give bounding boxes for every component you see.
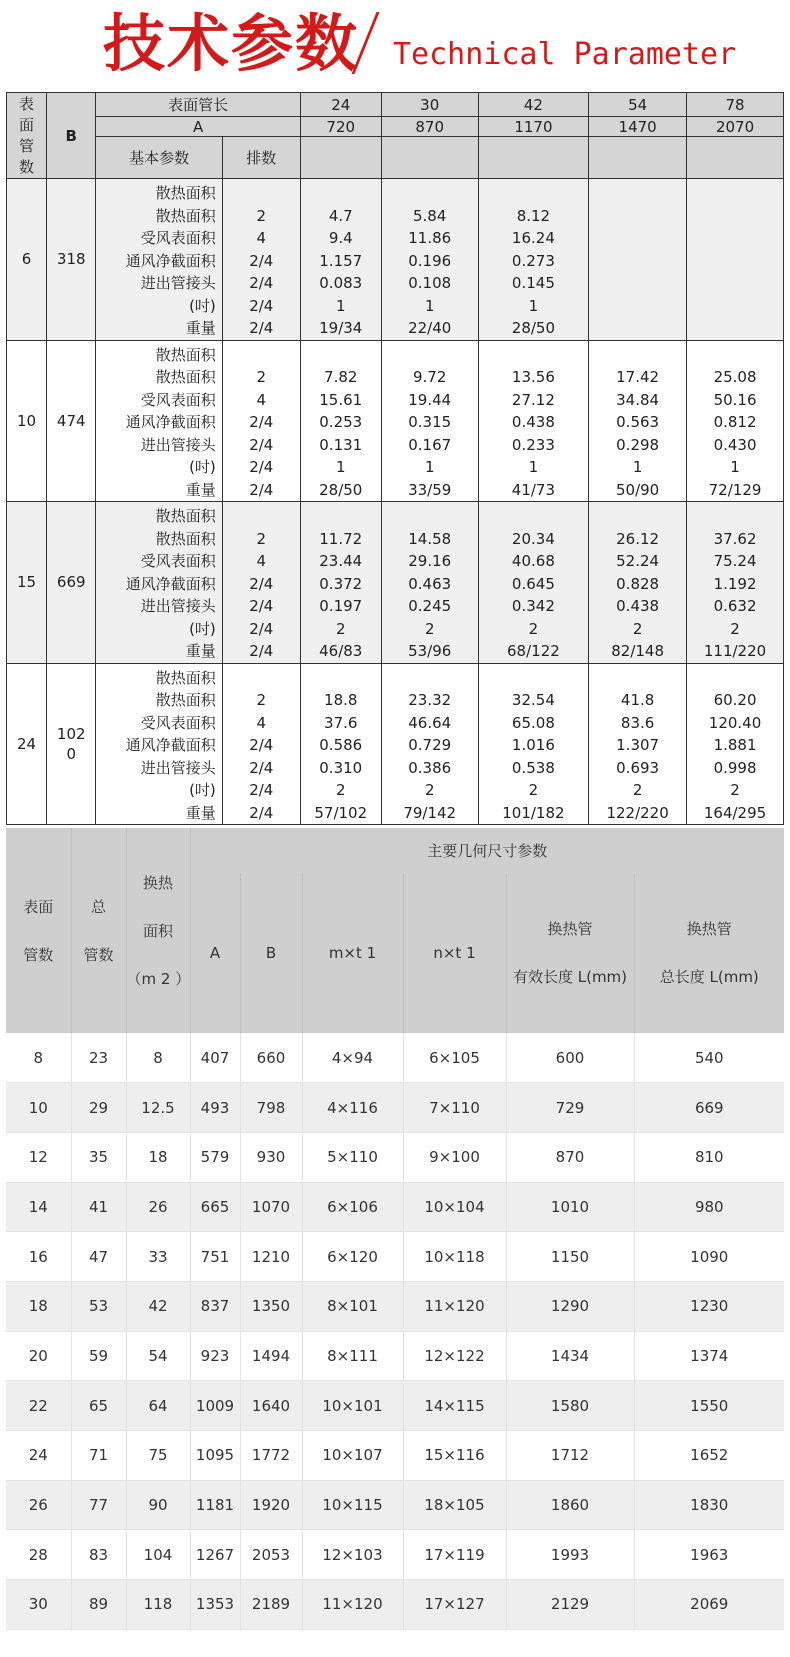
table-cell: 870 — [506, 1132, 634, 1182]
value-column: 7.82 15.61 0.253 0.131 1 28/50 — [300, 340, 381, 502]
value-column — [687, 179, 784, 341]
value-column: 17.42 34.84 0.563 0.298 1 50/90 — [589, 340, 687, 502]
table-cell: 1150 — [506, 1232, 634, 1282]
table-cell: 14×115 — [403, 1381, 506, 1431]
technical-parameter-table — [6, 92, 784, 825]
param-group-row — [7, 179, 784, 341]
table-cell: 1550 — [634, 1381, 784, 1431]
value-column: 23.32 46.64 0.729 0.386 2 79/142 — [381, 663, 478, 825]
col-length-30: 30 — [381, 93, 478, 117]
col-length-42: 42 — [478, 93, 589, 117]
table-cell: 1095 — [190, 1431, 240, 1481]
table-row — [6, 1530, 784, 1580]
table-cell: 33 — [126, 1232, 190, 1282]
table-cell: 29 — [71, 1083, 126, 1133]
table-cell: 90 — [126, 1480, 190, 1530]
rows-header: 排数 — [222, 137, 300, 179]
col-surface-tubes: 表面 管数 — [6, 828, 71, 1033]
table-cell: 53 — [71, 1281, 126, 1331]
col-length-24: 24 — [300, 93, 381, 117]
table-cell: 1920 — [240, 1480, 302, 1530]
table-cell: 923 — [190, 1331, 240, 1381]
table-cell: 1210 — [240, 1232, 302, 1282]
table-cell: 18×105 — [403, 1480, 506, 1530]
table-cell: 18 — [6, 1281, 71, 1331]
table-row — [6, 1580, 784, 1630]
table-cell: 20 — [6, 1331, 71, 1381]
table-cell: 10×107 — [302, 1431, 403, 1481]
col-a-4: 2070 — [687, 117, 784, 137]
table-cell: 30 — [6, 1580, 71, 1630]
table-row — [6, 1083, 784, 1133]
table-cell: 7×110 — [403, 1083, 506, 1133]
value-column: 41.8 83.6 1.307 0.693 2 122/220 — [589, 663, 687, 825]
table-cell: 8 — [6, 1033, 71, 1083]
table-cell: 22 — [6, 1381, 71, 1431]
col-a-3: 1470 — [589, 117, 687, 137]
value-column: 11.72 23.44 0.372 0.197 2 46/83 — [300, 502, 381, 664]
group-surface-tubes: 24 — [7, 663, 47, 825]
table-cell: 1070 — [240, 1182, 302, 1232]
table-cell: 10 — [6, 1083, 71, 1133]
geometry-parameter-table — [6, 828, 784, 1630]
table-cell: 12×103 — [302, 1530, 403, 1580]
value-column: 60.20 120.40 1.881 0.998 2 164/295 — [687, 663, 784, 825]
table-cell: 1830 — [634, 1480, 784, 1530]
col-total-tubes: 总 管数 — [71, 828, 126, 1033]
table-cell: 54 — [126, 1331, 190, 1381]
col-m-t: m×t 1 — [302, 873, 403, 1033]
value-column: 5.84 11.86 0.196 0.108 1 22/40 — [381, 179, 478, 341]
table-cell: 12×122 — [403, 1331, 506, 1381]
table-row — [6, 1033, 784, 1083]
table-cell: 810 — [634, 1132, 784, 1182]
table-cell: 980 — [634, 1182, 784, 1232]
table-cell: 77 — [71, 1480, 126, 1530]
group-surface-tubes: 6 — [7, 179, 47, 341]
table-cell: 59 — [71, 1331, 126, 1381]
table-cell: 1350 — [240, 1281, 302, 1331]
value-column: 20.34 40.68 0.645 0.342 2 68/122 — [478, 502, 589, 664]
col-effective-length: 换热管 有效长度 L(mm) — [506, 873, 634, 1033]
value-column: 37.62 75.24 1.192 0.632 2 111/220 — [687, 502, 784, 664]
table-cell: 83 — [71, 1530, 126, 1580]
table-cell: 11×120 — [403, 1281, 506, 1331]
table-cell: 1580 — [506, 1381, 634, 1431]
table-cell: 8×101 — [302, 1281, 403, 1331]
table-cell: 2069 — [634, 1580, 784, 1630]
param-group-row — [7, 340, 784, 502]
table-cell: 8×111 — [302, 1331, 403, 1381]
value-column: 13.56 27.12 0.438 0.233 1 41/73 — [478, 340, 589, 502]
value-column: 26.12 52.24 0.828 0.438 2 82/148 — [589, 502, 687, 664]
table-cell: 579 — [190, 1132, 240, 1182]
col-heat-area: 换热 面积 （m 2 ） — [126, 828, 190, 1033]
table-cell: 798 — [240, 1083, 302, 1133]
table-cell: 660 — [240, 1033, 302, 1083]
param-labels: 散热面积 散热面积 受风表面积 通风净截面积 进出管接头 (吋) 重量 — [96, 502, 222, 664]
table-cell: 1353 — [190, 1580, 240, 1630]
table-cell: 11×120 — [302, 1580, 403, 1630]
table-cell: 751 — [190, 1232, 240, 1282]
table-cell: 1290 — [506, 1281, 634, 1331]
table-row — [6, 1480, 784, 1530]
col-length-78: 78 — [687, 93, 784, 117]
table-cell: 64 — [126, 1381, 190, 1431]
table-cell: 1494 — [240, 1331, 302, 1381]
table-cell: 6×105 — [403, 1033, 506, 1083]
param-group-row — [7, 663, 784, 825]
table-cell: 1230 — [634, 1281, 784, 1331]
basic-params-header: 基本参数 — [96, 137, 222, 179]
col-a-2: 1170 — [478, 117, 589, 137]
table-cell: 10×118 — [403, 1232, 506, 1282]
table-cell: 1640 — [240, 1381, 302, 1431]
group-b-value: 318 — [47, 179, 96, 341]
table-cell: 493 — [190, 1083, 240, 1133]
table-cell: 10×101 — [302, 1381, 403, 1431]
table-cell: 6×120 — [302, 1232, 403, 1282]
table-cell: 4×116 — [302, 1083, 403, 1133]
row-counts: 2 4 2/4 2/4 2/4 2/4 — [222, 502, 300, 664]
table-cell: 71 — [71, 1431, 126, 1481]
table-cell: 540 — [634, 1033, 784, 1083]
table-cell: 1772 — [240, 1431, 302, 1481]
table-row — [6, 1331, 784, 1381]
value-column: 8.12 16.24 0.273 0.145 1 28/50 — [478, 179, 589, 341]
title-english: Technical Parameter — [393, 37, 737, 72]
value-column: 18.8 37.6 0.586 0.310 2 57/102 — [300, 663, 381, 825]
table-cell: 47 — [71, 1232, 126, 1282]
param-labels: 散热面积 散热面积 受风表面积 通风净截面积 进出管接头 (吋) 重量 — [96, 663, 222, 825]
table-cell: 1963 — [634, 1530, 784, 1580]
table-cell: 8 — [126, 1033, 190, 1083]
page-header — [0, 0, 790, 88]
table-cell: 17×127 — [403, 1580, 506, 1630]
row-counts: 2 4 2/4 2/4 2/4 2/4 — [222, 340, 300, 502]
table-cell: 1010 — [506, 1182, 634, 1232]
param-labels: 散热面积 散热面积 受风表面积 通风净截面积 进出管接头 (吋) 重量 — [96, 179, 222, 341]
table-row — [6, 1431, 784, 1481]
table-cell: 930 — [240, 1132, 302, 1182]
col-a-1: 870 — [381, 117, 478, 137]
table-cell: 1993 — [506, 1530, 634, 1580]
table-cell: 1712 — [506, 1431, 634, 1481]
table-cell: 89 — [71, 1580, 126, 1630]
table-cell: 26 — [6, 1480, 71, 1530]
corner-surface-tubes: 表 面 管 数 — [7, 93, 47, 179]
table-cell: 1009 — [190, 1381, 240, 1431]
table-cell: 41 — [71, 1182, 126, 1232]
table-row — [6, 1381, 784, 1431]
table-cell: 18 — [126, 1132, 190, 1182]
table-cell: 12 — [6, 1132, 71, 1182]
group-surface-tubes: 15 — [7, 502, 47, 664]
table-row — [6, 1182, 784, 1232]
param-group-row — [7, 502, 784, 664]
col-b: B — [240, 873, 302, 1033]
table-cell: 5×110 — [302, 1132, 403, 1182]
table-cell: 665 — [190, 1182, 240, 1232]
table-cell: 42 — [126, 1281, 190, 1331]
table-cell: 9×100 — [403, 1132, 506, 1182]
value-column: 9.72 19.44 0.315 0.167 1 33/59 — [381, 340, 478, 502]
table-cell: 23 — [71, 1033, 126, 1083]
col-total-length: 换热管 总长度 L(mm) — [634, 873, 784, 1033]
title-chinese: 技术参数 — [103, 7, 360, 80]
row-counts: 2 4 2/4 2/4 2/4 2/4 — [222, 663, 300, 825]
table-cell: 1374 — [634, 1331, 784, 1381]
table-row — [6, 1132, 784, 1182]
col-a: A — [190, 873, 240, 1033]
group-b-value: 669 — [47, 502, 96, 664]
table-cell: 10×104 — [403, 1182, 506, 1232]
table-cell: 28 — [6, 1530, 71, 1580]
table-cell: 1434 — [506, 1331, 634, 1381]
group-b-value: 474 — [47, 340, 96, 502]
table-cell: 17×119 — [403, 1530, 506, 1580]
col-a-0: 720 — [300, 117, 381, 137]
a-header: A — [96, 117, 300, 137]
table-cell: 1860 — [506, 1480, 634, 1530]
table-cell: 669 — [634, 1083, 784, 1133]
col-n-t: n×t 1 — [403, 873, 506, 1033]
value-column: 32.54 65.08 1.016 0.538 2 101/182 — [478, 663, 589, 825]
table-cell: 1652 — [634, 1431, 784, 1481]
table-cell: 118 — [126, 1580, 190, 1630]
table-cell: 10×115 — [302, 1480, 403, 1530]
table-cell: 2129 — [506, 1580, 634, 1630]
value-column: 4.7 9.4 1.157 0.083 1 19/34 — [300, 179, 381, 341]
table-cell: 26 — [126, 1182, 190, 1232]
group-surface-tubes: 10 — [7, 340, 47, 502]
table-cell: 14 — [6, 1182, 71, 1232]
table-cell: 75 — [126, 1431, 190, 1481]
table-cell: 6×106 — [302, 1182, 403, 1232]
table-cell: 729 — [506, 1083, 634, 1133]
value-column: 14.58 29.16 0.463 0.245 2 53/96 — [381, 502, 478, 664]
col-length-54: 54 — [589, 93, 687, 117]
value-column — [589, 179, 687, 341]
table-cell: 407 — [190, 1033, 240, 1083]
table-cell: 65 — [71, 1381, 126, 1431]
table-cell: 1267 — [190, 1530, 240, 1580]
table-cell: 2189 — [240, 1580, 302, 1630]
b-header: B — [47, 93, 96, 179]
table-cell: 35 — [71, 1132, 126, 1182]
table-row — [6, 1281, 784, 1331]
table-cell: 24 — [6, 1431, 71, 1481]
table-cell: 1181 — [190, 1480, 240, 1530]
table-cell: 104 — [126, 1530, 190, 1580]
row-counts: 2 4 2/4 2/4 2/4 2/4 — [222, 179, 300, 341]
table-cell: 16 — [6, 1232, 71, 1282]
table-cell: 600 — [506, 1033, 634, 1083]
geometry-title: 主要几何尺寸参数 — [190, 828, 784, 873]
table-cell: 1090 — [634, 1232, 784, 1282]
group-b-value: 102 0 — [47, 663, 96, 825]
table-cell: 15×116 — [403, 1431, 506, 1481]
value-column: 25.08 50.16 0.812 0.430 1 72/129 — [687, 340, 784, 502]
table-row — [6, 1232, 784, 1282]
table-cell: 4×94 — [302, 1033, 403, 1083]
table-cell: 837 — [190, 1281, 240, 1331]
table-cell: 2053 — [240, 1530, 302, 1580]
param-labels: 散热面积 散热面积 受风表面积 通风净截面积 进出管接头 (吋) 重量 — [96, 340, 222, 502]
tube-length-header: 表面管长 — [96, 93, 300, 117]
table-cell: 12.5 — [126, 1083, 190, 1133]
